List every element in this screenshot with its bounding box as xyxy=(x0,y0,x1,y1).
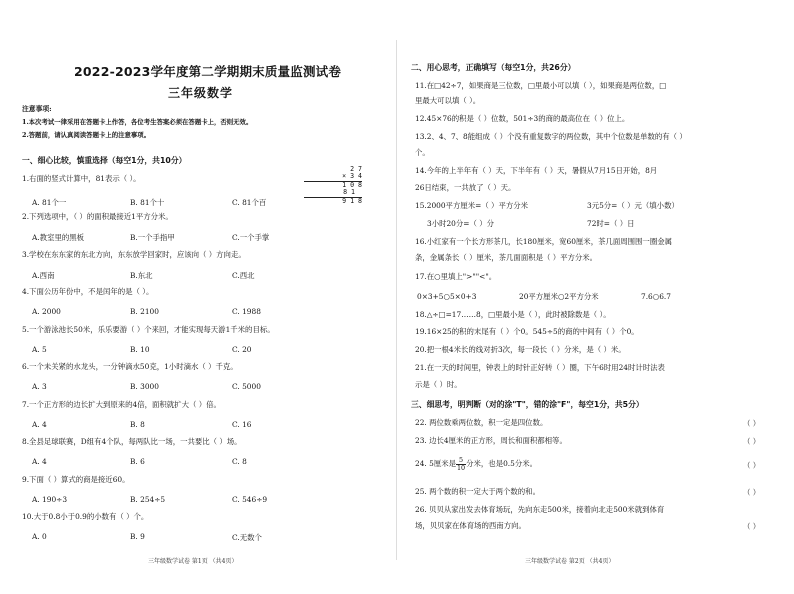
q16-line-1: 16.小红家有一个长方形茶几，长180厘米，宽60厘米，茶几面周围围一圈金属 xyxy=(415,237,672,246)
q8-option-b[interactable]: B. 6 xyxy=(130,457,145,466)
vmath-row-1: 2 7 xyxy=(350,165,362,173)
q2-option-b[interactable]: B.一个手指甲 xyxy=(130,233,175,242)
q10-text: 10.大于0.8小于0.9的小数有（ ）个。 xyxy=(22,512,149,521)
q7-option-c[interactable]: C. 16 xyxy=(232,420,252,429)
q15-part-4: 72时=（ ）日 xyxy=(587,219,635,228)
q7-option-b[interactable]: B. 8 xyxy=(130,420,145,429)
notice-1: 1.本次考试一律采用在答题卡上作答，各位考生答案必须在答题卡上，否则无效。 xyxy=(22,118,253,126)
vertical-multiplication xyxy=(304,166,362,205)
q1-text: 1.右面的竖式计算中，81表示（ ）。 xyxy=(22,174,141,183)
q7-text: 7.一个正方形的边长扩大到原来的4倍，面积就扩大（ ）倍。 xyxy=(22,400,221,409)
page-2 xyxy=(397,0,794,594)
q15-part-1: 15.2000平方厘米=（ ）平方分米 xyxy=(415,201,529,210)
q17-compare-3: 7.6○6.7 xyxy=(641,292,671,301)
q8-option-a[interactable]: A. 4 xyxy=(32,457,47,466)
q22-answer-paren[interactable]: （ ） xyxy=(743,419,761,428)
q14-line-1: 14.今年的上半年有（ ）天，下半年有（ ）天，暑假从7月15日开始，8月 xyxy=(415,166,658,175)
q24-suffix: 分米，也是0.5分米。 xyxy=(466,459,538,468)
q26-line-2: 场，贝贝家在体育场的西南方向。 xyxy=(415,521,526,530)
vmath-row-3: 1 0 8 xyxy=(342,180,362,189)
q9-option-b[interactable]: B. 254÷5 xyxy=(130,495,166,504)
q10-option-c[interactable]: C.无数个 xyxy=(232,533,262,542)
q1-option-b[interactable]: B. 81个十 xyxy=(130,198,165,207)
page-1-footer: 三年级数学试卷 第1页 （共4页） xyxy=(148,558,238,565)
q20-text: 20.把一根4米长的线对折3次，每一段长（ ）分米，是（ ）米。 xyxy=(415,345,626,354)
q4-option-a[interactable]: A. 2000 xyxy=(32,307,61,316)
q1-option-c[interactable]: C. 81个百 xyxy=(232,198,267,207)
q2-option-c[interactable]: C.一个手掌 xyxy=(232,233,270,242)
q5-option-b[interactable]: B. 10 xyxy=(130,345,150,354)
q8-option-c[interactable]: C. 8 xyxy=(232,457,247,466)
q3-text: 3.学校在东东家的东北方向，东东放学回家时，应该向（ ）方向走。 xyxy=(22,250,246,259)
q10-option-b[interactable]: B. 9 xyxy=(130,532,145,541)
q21-line-1: 21.在一天的时间里，钟表上的时针正好转（ ）圈，下午6时用24时计时法表 xyxy=(415,363,665,372)
q26-answer-paren[interactable]: （ ） xyxy=(743,522,761,531)
q9-option-a[interactable]: A. 190÷3 xyxy=(32,495,68,504)
q17-compare-1: 0×3+5○5×0+3 xyxy=(417,292,477,301)
q23-text: 23. 边长4厘米的正方形，周长和面积都相等。 xyxy=(415,436,567,445)
q24-answer-paren[interactable]: （ ） xyxy=(743,461,761,470)
q5-text: 5.一个游泳池长50米，乐乐要游（ ）个来回，才能实现每天游1千米的目标。 xyxy=(22,325,275,334)
q16-line-2: 条，金属条长（ ）厘米，茶几面面积是（ ）平方分米。 xyxy=(415,253,598,262)
q9-option-c[interactable]: C. 546÷9 xyxy=(232,495,268,504)
q3-option-a[interactable]: A.西南 xyxy=(32,271,55,280)
q17-text: 17.在○里填上">""<"。 xyxy=(415,272,497,281)
section-2-heading: 二、用心思考，正确填写（每空1分，共26分） xyxy=(411,63,576,72)
q10-option-a[interactable]: A. 0 xyxy=(32,532,47,541)
q26-line-1: 26. 贝贝从家出发去体育场玩，先向东走500米，接着向北走500米就到体育 xyxy=(415,505,665,514)
q12-text: 12.45×76的积是（ ）位数，501÷3的商的最高位在（ ）位上。 xyxy=(415,114,630,123)
q25-answer-paren[interactable]: （ ） xyxy=(743,488,761,497)
q3-option-c[interactable]: C.西北 xyxy=(232,271,255,280)
section-1-heading: 一、细心比较，慎重选择（每空1分，共10分） xyxy=(22,156,187,165)
q24-fraction-denominator: 10 xyxy=(456,463,466,472)
q15-part-2: 3元5分=（ ）元（填小数） xyxy=(587,201,679,210)
q15-part-3: 3小时20分=（ ）分 xyxy=(427,219,494,228)
q23-answer-paren[interactable]: （ ） xyxy=(743,437,761,446)
q24-prefix: 24. 5厘米是 xyxy=(415,459,456,468)
q4-option-b[interactable]: B. 2100 xyxy=(130,307,159,316)
q18-text: 18.△÷□=17……8，□里最小是（ ），此时被除数是（ ）。 xyxy=(415,310,611,319)
q6-option-c[interactable]: C. 5000 xyxy=(232,382,261,391)
q2-option-a[interactable]: A.教室里的黑板 xyxy=(32,233,85,242)
q11-line-1: 11.在□42÷7，如果商是三位数，□里最小可以填（ ），如果商是两位数，□ xyxy=(415,81,667,90)
section-3-heading: 三、细思考，明判断（对的涂"T"，错的涂"F"，每空1分，共5分） xyxy=(411,400,644,409)
q9-text: 9.下面（ ）算式的商是接近60。 xyxy=(22,475,130,484)
q19-text: 19.16×25的积的末尾有（ ）个0。545÷5的商的中间有（ ）个0。 xyxy=(415,327,639,336)
q17-compare-2: 20平方厘米○2平方分米 xyxy=(519,292,599,301)
vmath-row-4: 8 1 xyxy=(304,189,362,197)
q24-text xyxy=(415,456,537,472)
vmath-row-5: 9 1 8 xyxy=(342,196,362,205)
page-2-footer: 三年级数学试卷 第2页 （共4页） xyxy=(525,558,615,565)
q5-option-a[interactable]: A. 5 xyxy=(32,345,47,354)
q13-line-2: 个。 xyxy=(415,148,430,157)
q13-line-1: 13.2、4、7、8能组成（ ）个没有重复数字的两位数，其中个位数是单数的有（ ） xyxy=(415,132,687,141)
notice-2: 2.答题前，请认真阅读答题卡上的注意事项。 xyxy=(22,131,151,139)
q7-option-a[interactable]: A. 4 xyxy=(32,420,47,429)
exam-title: 2022-2023学年度第二学期期末质量监测试卷 xyxy=(74,64,342,79)
q1-option-a[interactable]: A. 81个一 xyxy=(32,198,67,207)
q5-option-c[interactable]: C. 20 xyxy=(232,345,252,354)
q24-fraction-numerator: 5 xyxy=(456,457,466,465)
q21-line-2: 示是（ ）时。 xyxy=(415,380,462,389)
q14-line-2: 26日结束，一共放了（ ）天。 xyxy=(415,183,516,192)
q6-text: 6.一个未关紧的水龙头，一分钟滴水50克，1小时滴水（ ）千克。 xyxy=(22,362,238,371)
exam-subtitle: 三年级数学 xyxy=(168,86,234,100)
q4-option-c[interactable]: C. 1988 xyxy=(232,307,261,316)
q3-option-b[interactable]: B.东北 xyxy=(130,271,153,280)
vmath-row-2: × 3 4 xyxy=(304,173,362,181)
q11-line-2: 里最大可以填（ ）。 xyxy=(415,96,481,105)
q24-fraction xyxy=(456,457,466,472)
q22-text: 22. 两位数乘两位数，积一定是四位数。 xyxy=(415,418,548,427)
q8-text: 8.全县足球联赛，D组有4个队，每两队比一场，一共要比（ ）场。 xyxy=(22,437,242,446)
q2-text: 2.下列选项中，（ ）的面积最接近1平方分米。 xyxy=(22,212,173,221)
q25-text: 25. 两个数的积一定大于两个数的和。 xyxy=(415,487,540,496)
q6-option-b[interactable]: B. 3000 xyxy=(130,382,159,391)
notice-heading: 注意事项: xyxy=(22,105,52,113)
q4-text: 4.下面公历年份中，不是闰年的是（ ）。 xyxy=(22,287,154,296)
q6-option-a[interactable]: A. 3 xyxy=(32,382,47,391)
